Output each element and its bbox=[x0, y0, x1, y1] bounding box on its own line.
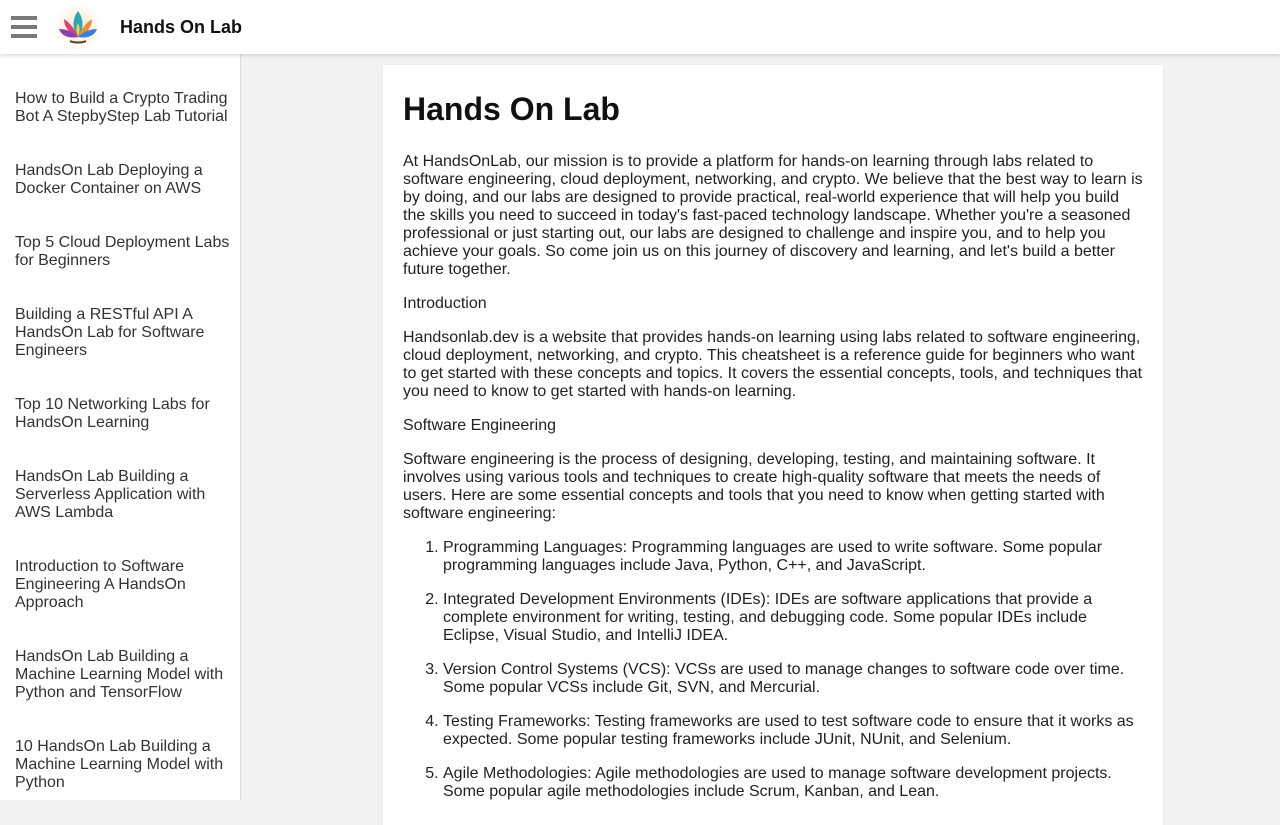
sidebar-item-networking-labs[interactable]: Top 10 Networking Labs for HandsOn Learning bbox=[15, 396, 210, 431]
page-title: Hands On Lab bbox=[403, 91, 620, 127]
top-header bbox=[0, 0, 1280, 54]
sidebar-item-crypto-bot[interactable]: How to Build a Crypto Trading Bot A StepbyStep Lab Tutorial bbox=[15, 90, 228, 125]
list-item: 4. Testing Frameworks: Testing frameworks are used to test software code to ensure that it works as expected. Some popular testing frameworks include JUnit, NUnit, and Selenium. bbox=[443, 713, 1143, 749]
intro-paragraph: At HandsOnLab, our mission is to provide a platform for hands-on learning through labs related to software engineering, cloud deployment, networking, and crypto. We believe that the best way to learn is by doing, and our labs are designed to provide practical, real-world experience that will help you build the skills you need to succeed in today's fast-paced technology landscape. Whether you're a seasoned professional or just starting out, our labs are designed to challenge and inspire you, and to help you achieve your goals. So come join us on this journey of discovery and learning, and let's build a better future together. bbox=[403, 153, 1143, 278]
list-item: 2. Integrated Development Environments (IDEs): IDEs are software applications that provide a complete environment for writing, testing, and debugging code. Some popular IDEs include Eclipse, Visual Studio, and IntelliJ IDEA. bbox=[443, 591, 1143, 645]
sidebar-item-restful-api[interactable]: Building a RESTful API A HandsOn Lab for Software Engineers bbox=[15, 306, 205, 359]
lotus-logo-icon[interactable] bbox=[56, 5, 100, 49]
list-item: 1. Programming Languages: Programming languages are used to write software. Some popular programming languages include Java, Python, C++, and JavaScript. bbox=[443, 539, 1143, 575]
introduction-paragraph: Handsonlab.dev is a website that provides hands-on learning using labs related to software engineering, cloud deployment, networking, and crypto. This cheatsheet is a reference guide for beginners who want to get started with these concepts and topics. It covers the essential concepts, tools, and techniques that you need to know to get started with hands-on learning. bbox=[403, 329, 1143, 400]
sidebar-nav bbox=[0, 54, 241, 800]
hamburger-menu-icon[interactable] bbox=[11, 16, 37, 40]
main-content-card bbox=[383, 65, 1163, 825]
list-item: 3. Version Control Systems (VCS): VCSs are used to manage changes to software code over time. Some popular VCSs include Git, SVN, and Mercurial. bbox=[443, 661, 1143, 697]
sidebar-item-intro-se[interactable]: Introduction to Software Engineering A HandsOn Approach bbox=[15, 558, 186, 611]
sidebar-item-ml-tensorflow[interactable]: HandsOn Lab Building a Machine Learning Model with Python and TensorFlow bbox=[15, 648, 224, 701]
introduction-heading: Introduction bbox=[403, 295, 487, 312]
sidebar-item-serverless[interactable]: HandsOn Lab Building a Serverless Application with AWS Lambda bbox=[15, 468, 206, 521]
software-engineering-paragraph: Software engineering is the process of designing, developing, testing, and maintaining software. It involves using various tools and techniques to create high-quality software that meets the needs of users. Here are some essential concepts and tools that you need to know when getting started with software engineering: bbox=[403, 451, 1105, 522]
concepts-list bbox=[403, 539, 1143, 801]
site-title-link[interactable]: Hands On Lab bbox=[120, 17, 243, 37]
sidebar-item-docker-aws[interactable]: HandsOn Lab Deploying a Docker Container on AWS bbox=[15, 162, 203, 197]
software-engineering-heading: Software Engineering bbox=[403, 417, 556, 434]
sidebar-item-ml-python[interactable]: 10 HandsOn Lab Building a Machine Learning Model with Python bbox=[15, 738, 224, 791]
list-item: 5. Agile Methodologies: Agile methodologies are used to manage software development projects. Some popular agile methodologies include Scrum, Kanban, and Lean. bbox=[443, 765, 1143, 801]
sidebar-item-cloud-labs[interactable]: Top 5 Cloud Deployment Labs for Beginners bbox=[15, 234, 230, 269]
